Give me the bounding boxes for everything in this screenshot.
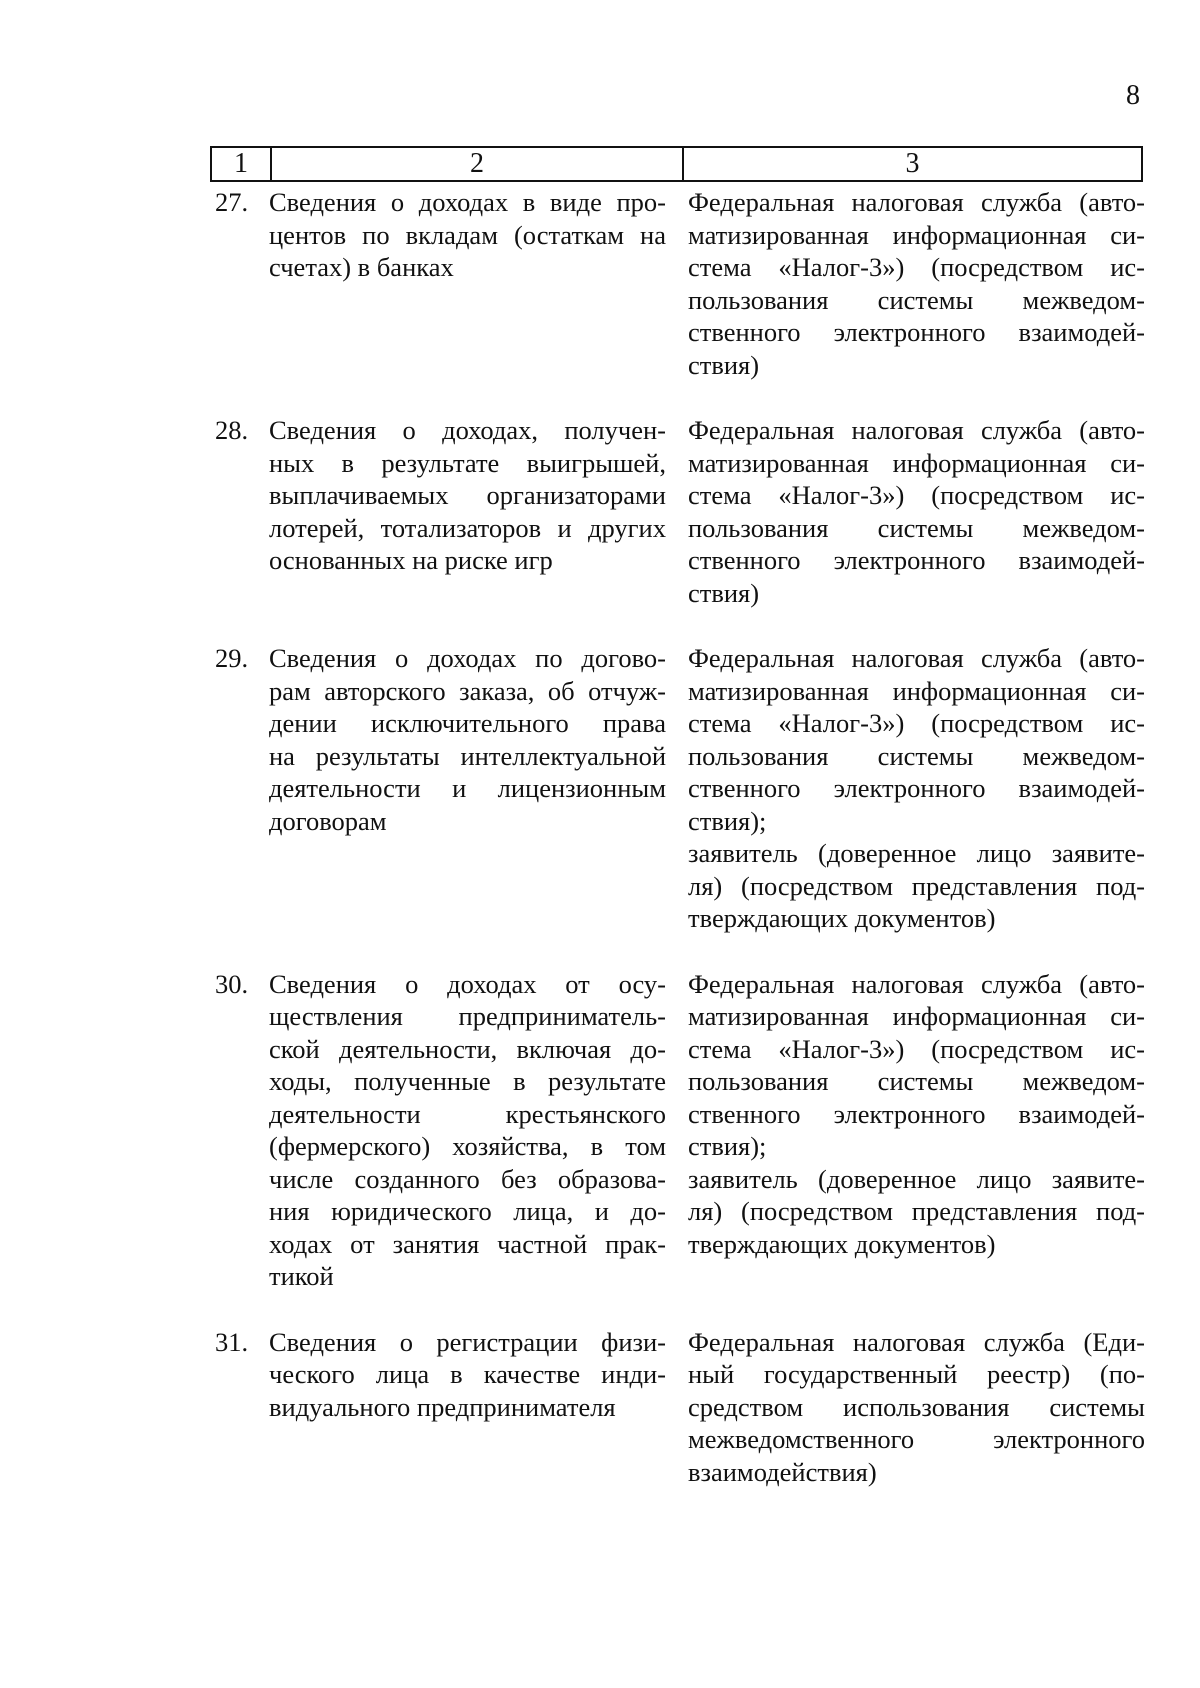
cell-line: Сведения о регистрации физи- [269,1326,666,1357]
cell-line: Федеральная налоговая служба (авто- [688,643,1145,673]
cell-line: взаимодействия) [688,1456,877,1487]
cell-line: Федеральная налоговая служба (авто- [688,968,1145,999]
cell-line: стема «Налог-3») (посредством ис- [688,252,1145,282]
cell-line: на результаты интеллектуальной [269,740,666,771]
cell-line: пользования системы межведом- [688,284,1145,315]
cell-line: деятельности крестьянского [269,1098,666,1129]
cell-line: тверждающих документов) [688,1228,996,1259]
table-body [215,186,1145,1521]
cell-line: ческого лица в качестве инди- [269,1359,666,1389]
table-row [215,1326,1145,1489]
cell-line: заявитель (доверенное лицо заявите- [688,1163,1145,1194]
row-number: 31. [215,1326,249,1357]
cell-line: стема «Налог-3») (посредством ис- [688,480,1145,510]
cell-line: матизированная информационная си- [688,675,1145,706]
cell-line: основанных на риске игр [269,545,553,575]
cell-line: центов по вкладам (остаткам на [269,219,666,250]
cell-line: ственного электронного взаимодей- [688,317,1145,347]
info-description-cell [269,186,666,381]
cell-line: стема «Налог-3») (посредством ис- [688,708,1145,738]
cell-line: заявитель (доверенное лицо заявите- [688,838,1145,868]
info-source-cell [688,968,1145,1293]
info-description-cell [269,414,666,609]
cell-line: ствия); [688,1131,767,1161]
cell-line: Сведения о доходах, получен- [269,415,666,445]
cell-line: лотерей, тотализаторов и других [269,512,666,543]
cell-line: договорам [269,805,387,836]
row-number: 29. [215,643,249,673]
cell-line: ных в результате выигрышей, [269,447,666,478]
cell-line: ской деятельности, включая до- [269,1033,666,1064]
cell-line: Федеральная налоговая служба (авто- [688,187,1145,217]
cell-line: ствия) [688,577,760,608]
cell-line: ходы, полученные в результате [269,1066,666,1096]
cell-line: ществления предприниматель- [269,1001,666,1031]
row-number: 28. [215,415,249,445]
cell-line: деятельности и лицензионным [269,773,666,803]
page-number: 8 [1126,80,1140,111]
cell-line: ния юридического лица, и до- [269,1196,666,1226]
cell-line: ственного электронного взаимодей- [688,773,1145,803]
cell-line: ходах от занятия частной прак- [269,1228,666,1259]
cell-line: матизированная информационная си- [688,219,1145,250]
cell-line: матизированная информационная си- [688,447,1145,478]
cell-line: видуального предпринимателя [269,1391,616,1422]
cell-line: ля) (посредством представления под- [688,1196,1145,1226]
header-cell-2: 2 [272,148,684,180]
cell-line: тикой [269,1261,334,1291]
info-source-cell [688,414,1145,609]
cell-line: пользования системы межведом- [688,1066,1145,1096]
cell-line: счетах) в банках [269,252,454,282]
info-source-cell [688,1326,1145,1489]
cell-line: средством использования системы [688,1391,1145,1422]
table-row [215,186,1145,381]
info-description-cell [269,1326,666,1489]
cell-line: ственного электронного взаимодей- [688,545,1145,575]
cell-line: ный государственный реестр) (по- [688,1359,1145,1389]
cell-line: пользования системы межведом- [688,740,1145,771]
cell-line: пользования системы межведом- [688,512,1145,543]
cell-line: межведомственного электронного [688,1424,1145,1454]
cell-line: Сведения о доходах в виде про- [269,187,666,217]
cell-line: Сведения о доходах от осу- [269,968,666,999]
cell-line: ствия); [688,805,767,836]
cell-line: ля) (посредством представления под- [688,870,1145,901]
table-header-row [210,146,1143,182]
cell-line: рам авторского заказа, об отчуж- [269,675,666,706]
cell-line: стема «Налог-3») (посредством ис- [688,1033,1145,1064]
cell-line: числе созданного без образова- [269,1163,666,1194]
header-cell-3: 3 [905,148,920,179]
cell-line: Федеральная налоговая служба (авто- [688,415,1145,445]
info-source-cell [688,642,1145,935]
cell-line: дении исключительного права [269,708,666,738]
cell-line: ствия) [688,349,760,380]
row-number: 27. [215,187,249,217]
info-source-cell [688,186,1145,381]
header-cell-1: 1 [212,148,272,180]
cell-line: Федеральная налоговая служба (Еди- [688,1326,1145,1357]
info-description-cell [269,968,666,1293]
cell-line: выплачиваемых организаторами [269,480,666,510]
row-number: 30. [215,968,249,999]
cell-line: (фермерского) хозяйства, в том [269,1131,666,1161]
cell-line: Сведения о доходах по догово- [269,643,666,673]
table-row [215,642,1145,935]
cell-line: матизированная информационная си- [688,1001,1145,1031]
info-description-cell [269,642,666,935]
table-row [215,968,1145,1293]
cell-line: тверждающих документов) [688,903,996,933]
cell-line: ственного электронного взаимодей- [688,1098,1145,1129]
table-row [215,414,1145,609]
